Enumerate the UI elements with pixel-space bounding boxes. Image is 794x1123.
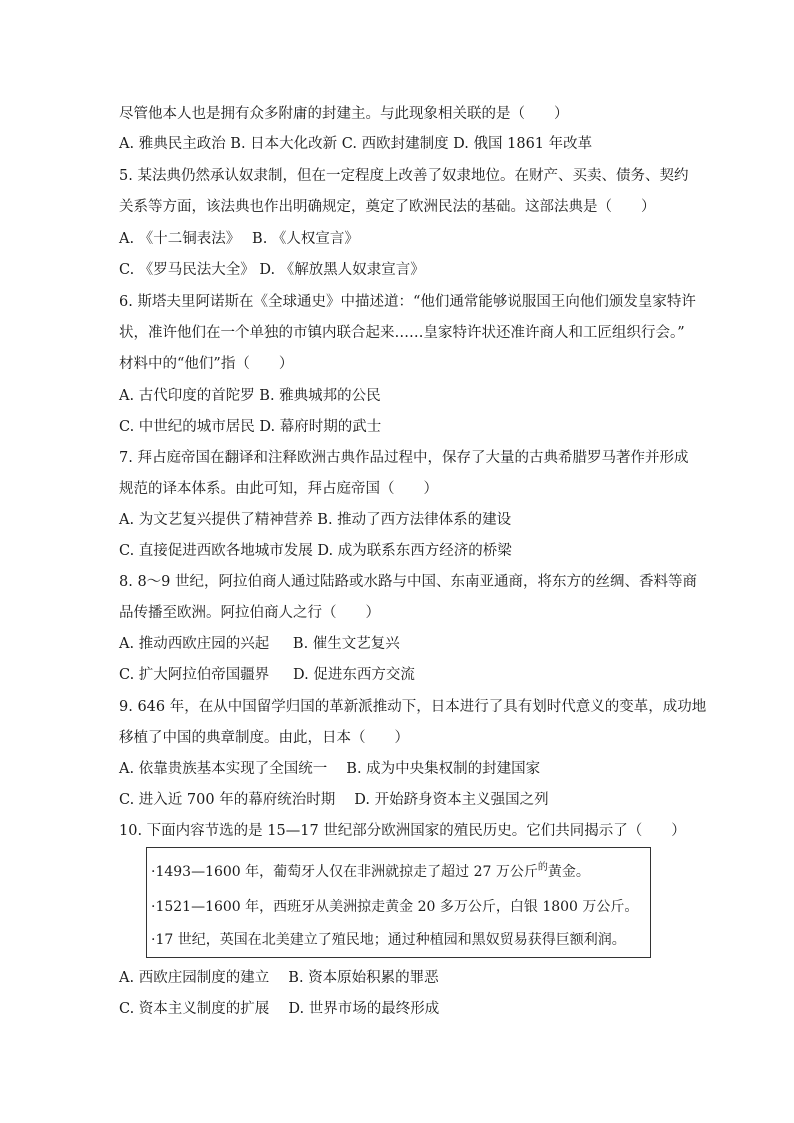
q9-options-ab: A. 依靠贵族基本实现了全国统一 B. 成为中央集权制的封建国家 xyxy=(119,761,541,777)
q6-stem-line3: 材料中的“他们”指（ ） xyxy=(119,356,294,372)
q7-options-cd: C. 直接促进西欧各地城市发展 D. 成为联系东西方经济的桥梁 xyxy=(119,543,512,559)
q5-options-cd: C. 《罗马民法大全》 D. 《解放黑人奴隶宣言》 xyxy=(119,262,425,278)
q7-stem-line1: 7. 拜占庭帝国在翻译和注释欧洲古典作品过程中，保存了大量的古典希腊罗马著作并形成 xyxy=(119,450,689,466)
q10-options-ab: A. 西欧庄园制度的建立 B. 资本原始积累的罪恶 xyxy=(119,970,439,986)
q9-stem-line1: 9. 646 年，在从中国留学归国的革新派推动下，日本进行了具有划时代意义的变革，成功地 xyxy=(119,699,707,715)
q6-stem-line2: 状，准许他们在一个单独的市镇内联合起来……皇家特许状还准许商人和工匠组织行会。” xyxy=(119,325,685,341)
q8-stem-line2: 品传播至欧洲。阿拉伯商人之行（ ） xyxy=(119,605,380,621)
q10-source-box xyxy=(146,847,651,958)
q5-stem-line2: 关系等方面，该法典也作出明确规定，奠定了欧洲民法的基础。这部法典是（ ） xyxy=(119,199,656,215)
q10-options-cd: C. 资本主义制度的扩展 D. 世界市场的最终形成 xyxy=(119,1001,440,1017)
q10-stem: 10. 下面内容节选的是 15—17 世纪部分欧洲国家的殖民历史。它们共同揭示了（ ） xyxy=(119,823,686,839)
source-item-spain: ·1521—1600 年，西班牙从美洲掠走黄金 20 多万公斤，白银 1800 万公斤。 xyxy=(151,899,639,915)
source-item-portugal-superscript: 的 xyxy=(537,862,548,873)
source-item-portugal xyxy=(151,862,590,884)
q4-options: A. 雅典民主政治 B. 日本大化改新 C. 西欧封建制度 D. 俄国 1861 年改革 xyxy=(119,136,593,152)
q6-options-ab: A. 古代印度的首陀罗 B. 雅典城邦的公民 xyxy=(119,388,381,404)
source-item-portugal-text: ·1493—1600 年，葡萄牙人仅在非洲就掠走了超过 27 万公斤 xyxy=(151,864,538,880)
q9-stem-line2: 移植了中国的典章制度。由此，日本（ ） xyxy=(119,730,409,746)
q8-options-cd: C. 扩大阿拉伯帝国疆界 D. 促进东西方交流 xyxy=(119,667,415,683)
q7-stem-line2: 规范的译本体系。由此可知，拜占庭帝国（ ） xyxy=(119,481,438,497)
q6-stem-line1: 6. 斯塔夫里阿诺斯在《全球通史》中描述道：“他们通常能够说服国王向他们颁发皇家特许 xyxy=(119,294,696,310)
source-item-england: ·17 世纪，英国在北美建立了殖民地；通过种植园和黑奴贸易获得巨额利润。 xyxy=(151,932,626,948)
q6-options-cd: C. 中世纪的城市居民 D. 幕府时期的武士 xyxy=(119,419,382,435)
q5-stem-line1: 5. 某法典仍然承认奴隶制，但在一定程度上改善了奴隶地位。在财产、买卖、债务、契约 xyxy=(119,168,689,184)
q8-options-ab: A. 推动西欧庄园的兴起 B. 催生文艺复兴 xyxy=(119,636,400,652)
q8-stem-line1: 8. 8～9 世纪，阿拉伯商人通过陆路或水路与中国、东南亚通商，将东方的丝绸、香料等商 xyxy=(119,574,697,590)
q5-options-ab: A. 《十二铜表法》 B. 《人权宣言》 xyxy=(119,231,359,247)
q9-options-cd: C. 进入近 700 年的幕府统治时期 D. 开始跻身资本主义强国之列 xyxy=(119,792,549,808)
source-item-portugal-tail: 黄金。 xyxy=(547,864,590,880)
q4-stem-end: 尽管他本人也是拥有众多附庸的封建主。与此现象相关联的是（ ） xyxy=(119,106,569,122)
q7-options-ab: A. 为文艺复兴提供了精神营养 B. 推动了西方法律体系的建设 xyxy=(119,512,512,528)
